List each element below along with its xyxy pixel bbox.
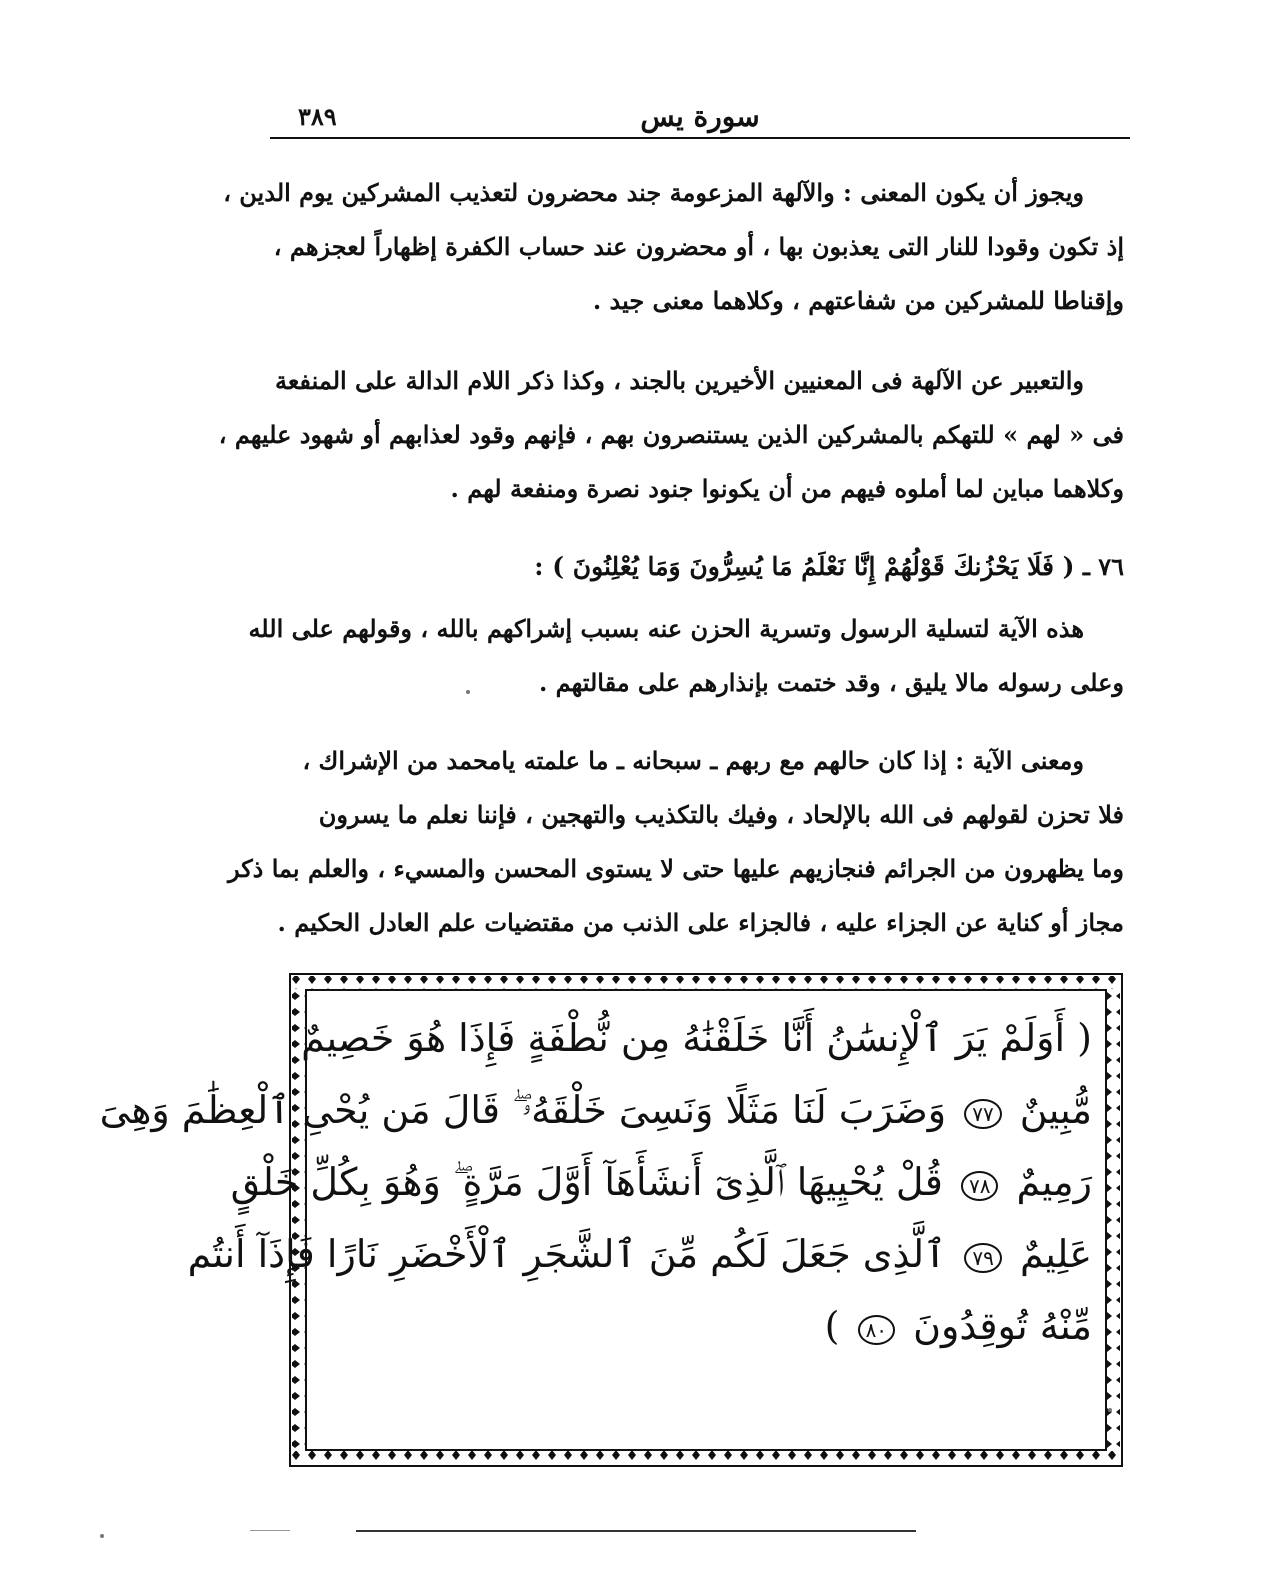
ayah-number-marker: ٧٨ bbox=[961, 1171, 998, 1201]
verse-76-heading bbox=[272, 540, 1124, 594]
quran-line bbox=[187, 1218, 1092, 1290]
ayah-number-marker: ٨٠ bbox=[858, 1315, 895, 1345]
text-line: فلا تحزن لقولهم فى الله بالإلحاد ، وفيك بالتكذيب والتهجين ، فإننا نعلم ما يسرون bbox=[318, 800, 1124, 829]
quran-line bbox=[99, 1074, 1092, 1146]
surah-title: سورة يس bbox=[640, 100, 760, 133]
quran-verse-box bbox=[99, 972, 1124, 1468]
text-line: وعلى رسوله مالا يليق ، وقد ختمت بإنذارهم على مقالتهم . bbox=[538, 668, 1124, 697]
paragraph-2 bbox=[218, 354, 1124, 516]
quran-line-text: ( أَوَلَمْ يَرَ ٱلْإِنسَٰنُ أَنَّا خَلَقْنَٰهُ مِن نُّطْفَةٍ فَإِذَا هُوَ خَصِيمٌ bbox=[301, 1016, 1092, 1060]
text-line: مجاز أو كناية عن الجزاء عليه ، فالجزاء على الذنب من مقتضيات علم العادل الحكيم . bbox=[277, 908, 1124, 937]
text-line: وإقناطا للمشركين من شفاعتهم ، وكلاهما معنى جيد . bbox=[592, 286, 1124, 315]
page-number: ٣٨٩ bbox=[298, 102, 337, 131]
quran-line-text: ) bbox=[824, 1304, 840, 1348]
ayah-number-marker: ٧٩ bbox=[964, 1243, 1001, 1273]
quran-line-text: مِّنْهُ تُوقِدُونَ bbox=[913, 1304, 1092, 1348]
quran-line-text: وَضَرَبَ لَنَا مَثَلًا وَنَسِىَ خَلْقَهُۥ ۖ قَالَ مَن يُحْىِ ٱلْعِظَٰمَ وَهِىَ bbox=[99, 1088, 947, 1132]
quran-text bbox=[99, 1002, 1092, 1362]
footer-rule bbox=[356, 1530, 916, 1532]
text-line: ويجوز أن يكون المعنى : والآلهة المزعومة جند محضرون لتعذيب المشركين يوم الدين ، bbox=[223, 178, 1084, 207]
text-line: وكلاهما مباين لما أملوه فيهم من أن يكونوا جنود نصرة ومنفعة لهم . bbox=[450, 474, 1124, 503]
header-rule bbox=[270, 137, 1130, 139]
text-line: إذ تكون وقودا للنار التى يعذبون بها ، أو محضرون عند حساب الكفرة إظهاراً لعجزهم ، bbox=[273, 232, 1124, 261]
quran-line-text: رَمِيمٌ bbox=[1016, 1160, 1092, 1204]
text-line: وما يظهرون من الجرائم فنجازيهم عليها حتى لا يستوى المحسن والمسيء ، والعلم بما ذكر bbox=[228, 854, 1124, 883]
paragraph-1 bbox=[223, 166, 1124, 328]
verse-heading-line bbox=[272, 540, 1124, 594]
quran-line-text: مُّبِينٌ bbox=[1019, 1088, 1092, 1132]
quran-line bbox=[301, 1002, 1092, 1074]
quran-line-text: قُلْ يُحْيِيهَا ٱلَّذِىٓ أَنشَأَهَآ أَوَّلَ مَرَّةٍ ۖ وَهُوَ بِكُلِّ خَلْقٍ bbox=[230, 1160, 943, 1204]
quran-line-text: ٱلَّذِى جَعَلَ لَكُم مِّنَ ٱلشَّجَرِ ٱلْأَخْضَرِ نَارًا فَإِذَآ أَنتُم bbox=[187, 1232, 947, 1276]
paragraph-4 bbox=[228, 734, 1124, 950]
scan-speck bbox=[466, 690, 470, 694]
verse-number: ٧٦ ـ bbox=[1082, 552, 1124, 581]
text-line: هذه الآية لتسلية الرسول وتسرية الحزن عنه بسبب إشراكهم بالله ، وقولهم على الله bbox=[248, 614, 1084, 643]
scan-speck bbox=[100, 1534, 104, 1538]
quran-line-text: عَلِيمٌ bbox=[1019, 1232, 1092, 1276]
text-line: فى « لهم » للتهكم بالمشركين الذين يستنصرون بهم ، فإنهم وقود لعذابهم أو شهود عليهم ، bbox=[218, 420, 1124, 449]
text-line: ومعنى الآية : إذا كان حالهم مع ربهم ـ سبحانه ـ ما علمته يامحمد من الإشراك ، bbox=[302, 746, 1084, 775]
footer-rule-short bbox=[250, 1530, 290, 1531]
scan-speck bbox=[1108, 1408, 1112, 1412]
running-head bbox=[270, 98, 1130, 138]
quran-line bbox=[322, 1290, 1092, 1362]
paragraph-3 bbox=[248, 602, 1124, 710]
text-line: والتعبير عن الآلهة فى المعنيين الأخيرين بالجند ، وكذا ذكر اللام الدالة على المنفعة bbox=[274, 366, 1084, 395]
verse-text: ( فَلَا يَحْزُنكَ قَوْلُهُمْ إِنَّا نَعْلَمُ مَا يُسِرُّونَ وَمَا يُعْلِنُونَ ) : bbox=[534, 552, 1075, 581]
quran-line bbox=[230, 1146, 1092, 1218]
ayah-number-marker: ٧٧ bbox=[964, 1099, 1001, 1129]
